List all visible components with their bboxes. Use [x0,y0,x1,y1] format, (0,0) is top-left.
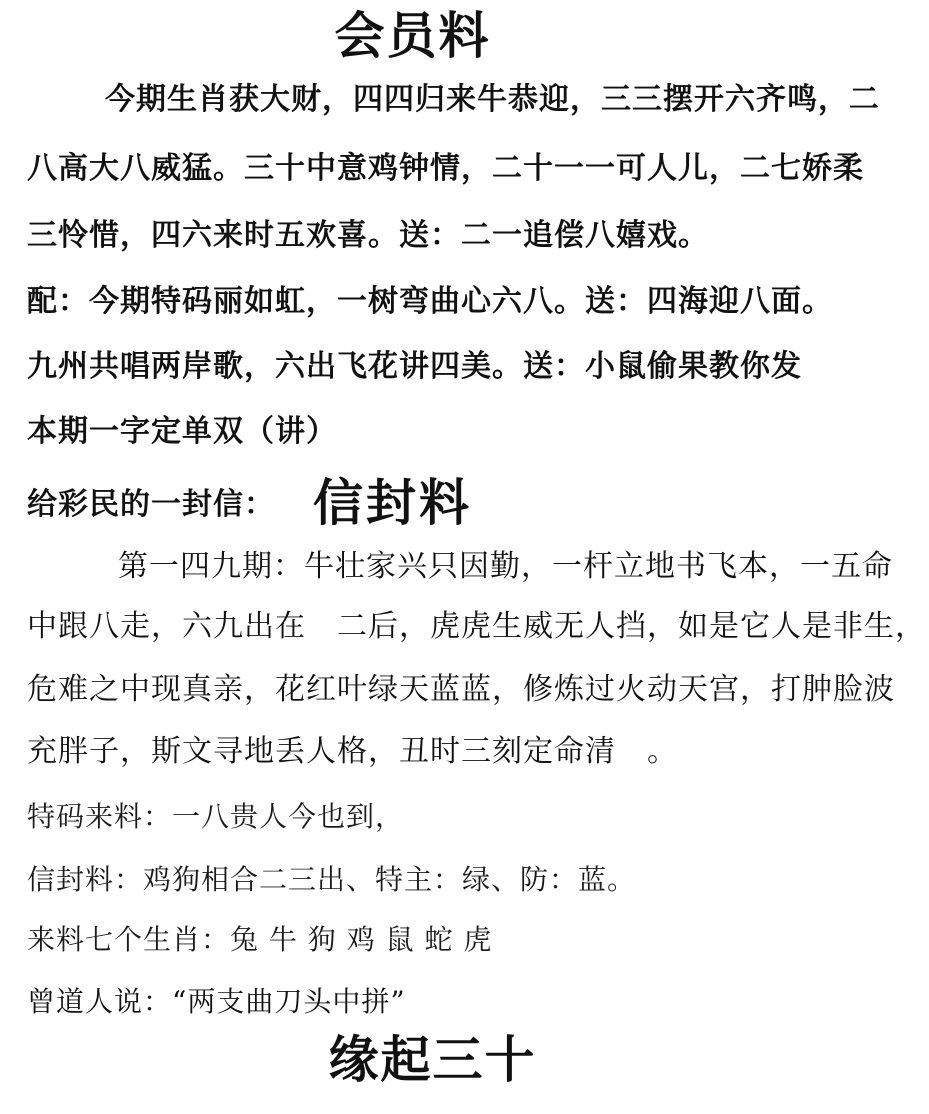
text-line: 本期一字定单双（讲） [27,414,337,449]
text-line: 三怜惜，四六来时五欢喜。送：二一追偿八嬉戏。 [27,218,709,253]
text-line: 充胖子，斯文寻地丢人格，丑时三刻定命清 。 [27,734,678,769]
text-line: 八高大八威猛。三十中意鸡钟情，二十一一可人儿，二七娇柔 [27,151,864,186]
text-line: 危难之中现真亲，花红叶绿天蓝蓝，修炼过火动天宫，打肿脸波 [27,672,895,707]
text-line: 信封料：鸡狗相合二三出、特主：绿、防：蓝。 [27,863,637,896]
title-envelope-material: 信封料 [313,473,472,532]
text-line: 中跟八走，六九出在 二后，虎虎生威无人挡，如是它人是非生， [27,609,926,644]
title-member-material: 会员料 [334,6,491,65]
text-line: 今期生肖获大财，四四归来牛恭迎，三三摆开六齐鸣，二 [105,82,880,117]
text-line: 曾道人说：“两支曲刀头中拼” [27,985,406,1018]
letter-heading-row [27,475,909,533]
text-line: 配：今期特码丽如虹，一树弯曲心六八。送：四海迎八面。 [27,284,833,319]
text-line: 第一四九期：牛壮家兴只因勤，一杆立地书飞本，一五命 [118,549,893,584]
text-line: 特码来料：一八贵人今也到， [27,800,405,833]
title-origin-thirty: 缘起三十 [328,1030,537,1089]
text-line: 来料七个生肖：兔 牛 狗 鸡 鼠 蛇 虎 [27,923,493,956]
letter-label: 给彩民的一封信： [27,487,275,522]
text-line: 九州共唱两岸歌，六出飞花讲四美。送：小鼠偷果教你发 [27,349,802,384]
